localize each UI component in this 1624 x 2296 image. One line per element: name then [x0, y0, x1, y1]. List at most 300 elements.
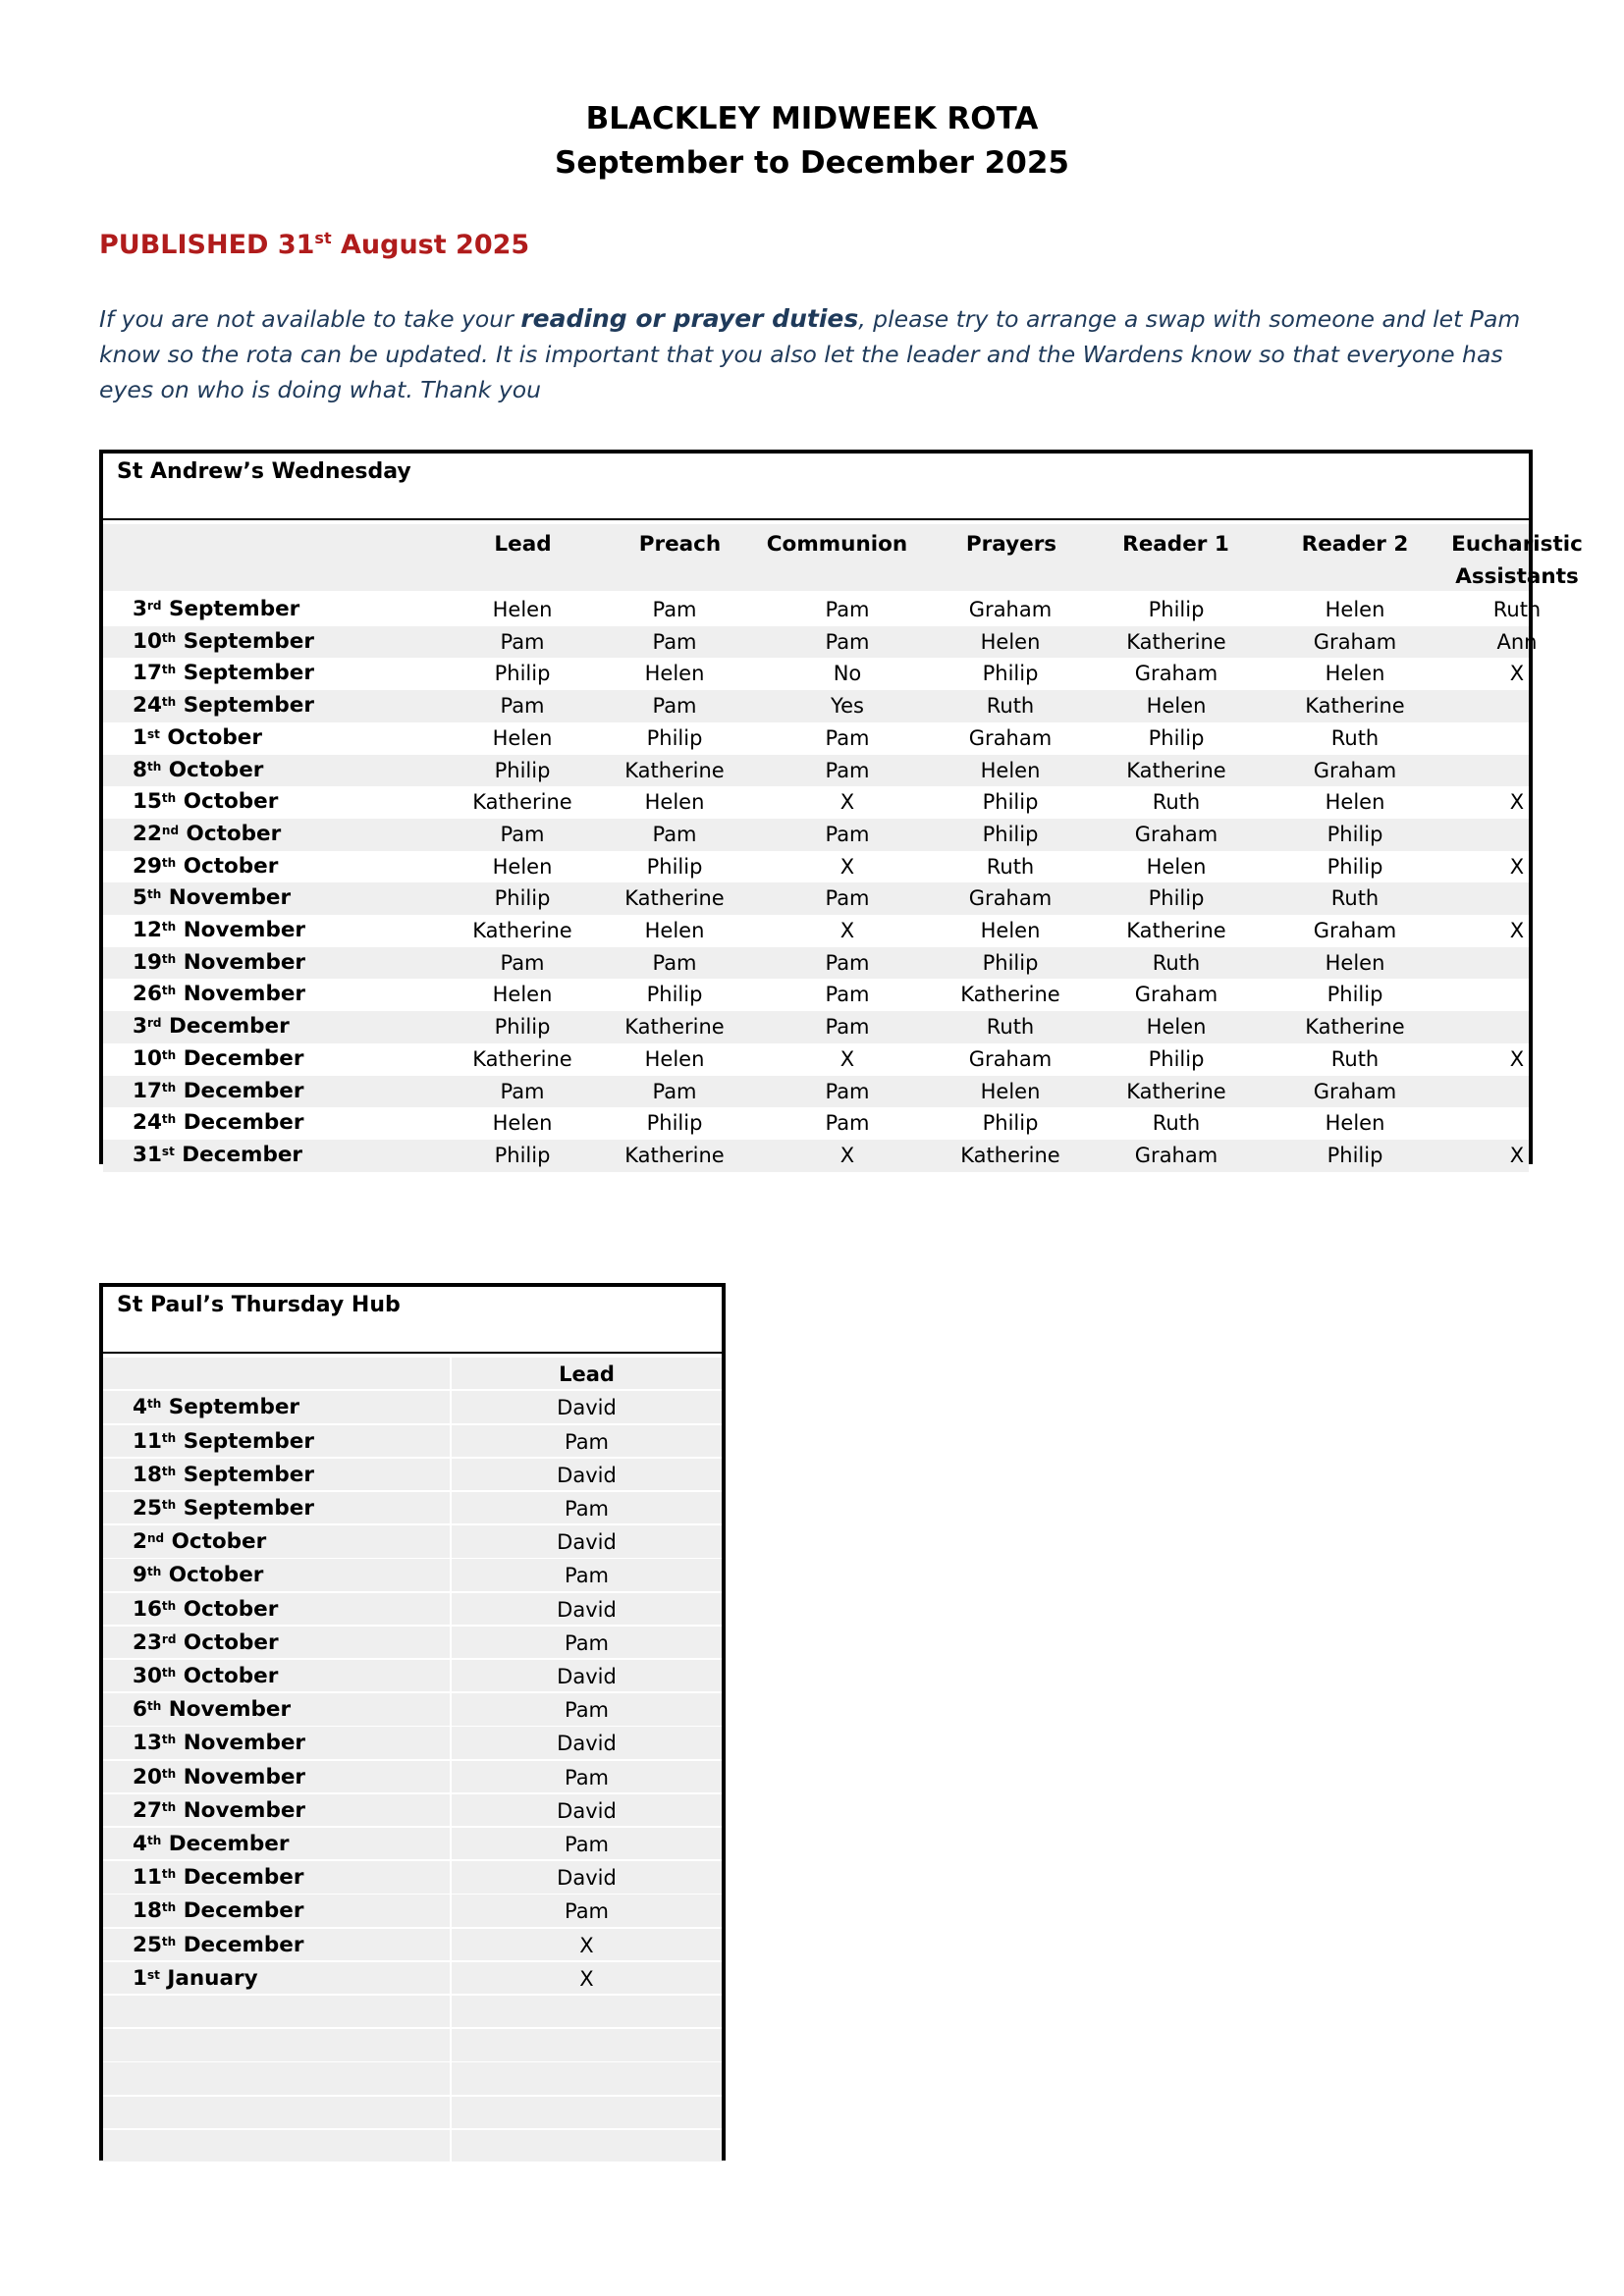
date-day: 3: [133, 1014, 147, 1040]
col-header-lead: Lead: [559, 1362, 615, 1386]
table-row: [103, 2097, 722, 2130]
table-row: [103, 979, 1529, 1011]
table-row: [103, 1693, 722, 1727]
date-month: November: [161, 1697, 292, 1723]
cell-reader-2: Helen: [1325, 662, 1385, 686]
cell-reader-1: Philip: [1148, 1046, 1205, 1071]
cell-reader-2: Katherine: [1305, 1015, 1405, 1040]
date-month: November: [176, 1764, 306, 1789]
date-day: 5: [133, 885, 147, 911]
cell-lead: Philip: [494, 662, 551, 686]
date-day: 2: [133, 1529, 147, 1555]
table-row: [103, 658, 1529, 690]
cell-lead: [452, 2029, 722, 2062]
cell-lead: David: [557, 1732, 617, 1756]
date-day: 4: [133, 1832, 147, 1856]
table-row: [103, 1140, 1529, 1172]
table-row: [103, 1660, 722, 1693]
row-date: [133, 722, 262, 755]
date-ordinal: th: [161, 1934, 177, 1949]
cell-lead: David: [557, 1396, 617, 1420]
date-month: October: [161, 1563, 264, 1588]
published-date: [99, 229, 529, 260]
cell-eucharistic-assistants: [1429, 882, 1605, 915]
date-ordinal: th: [161, 791, 177, 806]
cell-reader-2: Graham: [1313, 1079, 1397, 1103]
date-day: 12: [133, 918, 162, 942]
cell-lead: Pam: [564, 1899, 610, 1924]
cell-lead: Philip: [494, 886, 551, 911]
date-month: October: [176, 789, 279, 815]
col-header-communion: Communion: [766, 532, 908, 557]
row-date: [133, 1660, 278, 1693]
date-month: November: [176, 982, 306, 1007]
date-ordinal: th: [161, 1733, 177, 1747]
table-row: [103, 722, 1529, 755]
date-ordinal: th: [161, 695, 177, 710]
cell-lead: [452, 2062, 722, 2096]
cell-eucharistic-assistants: X: [1509, 854, 1525, 879]
date-month: January: [159, 1965, 258, 1991]
table-row: [103, 851, 1529, 883]
cell-reader-2: Philip: [1326, 983, 1383, 1007]
cell-preach: Pam: [652, 1079, 697, 1103]
notice-text-1: If you are not available to take your: [99, 305, 521, 333]
cell-communion: X: [839, 854, 855, 879]
cell-communion: Pam: [825, 598, 870, 621]
cell-preach: Katherine: [624, 758, 725, 782]
date-month: October: [176, 1629, 279, 1655]
date-day: 22: [133, 821, 162, 846]
cell-lead: Pam: [564, 1833, 610, 1856]
table-row: [103, 1559, 722, 1592]
table-row: [103, 1861, 722, 1895]
cell-lead: Katherine: [472, 790, 572, 815]
table-row: [103, 755, 1529, 787]
date-month: October: [159, 724, 262, 750]
table-row: [103, 1492, 722, 1525]
table-row: [103, 819, 1529, 851]
date-day: 27: [133, 1797, 162, 1823]
cell-reader-1: Graham: [1134, 662, 1218, 686]
col-header-eucharistic-assistants: [1434, 528, 1600, 593]
date-ordinal: nd: [161, 823, 180, 837]
notice-emphasis: reading or prayer duties: [520, 304, 859, 333]
date-ordinal: th: [161, 855, 177, 870]
date-day: 1: [133, 1965, 147, 1991]
cell-prayers: Philip: [982, 662, 1039, 686]
cell-reader-1: Helen: [1146, 854, 1207, 879]
table-row: [103, 1895, 722, 1928]
cell-lead: Pam: [500, 950, 545, 975]
date-month: October: [179, 821, 282, 846]
cell-communion: X: [839, 1046, 855, 1071]
date-day: 4: [133, 1395, 147, 1420]
date-day: 26: [133, 982, 162, 1007]
table-row: [103, 1459, 722, 1492]
cell-reader-1: Ruth: [1152, 950, 1201, 975]
cell-communion: Pam: [825, 1111, 870, 1136]
date-ordinal: nd: [146, 1531, 165, 1546]
date-day: 11: [133, 1428, 162, 1454]
cell-reader-1: Philip: [1148, 886, 1205, 911]
cell-preach: Philip: [646, 725, 703, 750]
table-row: [103, 1076, 1529, 1108]
row-date: [133, 1425, 314, 1459]
cell-communion: Pam: [825, 629, 870, 654]
date-month: December: [176, 1932, 304, 1957]
cell-preach: Philip: [646, 1111, 703, 1136]
row-date: [133, 1828, 289, 1861]
cell-lead: David: [557, 1530, 617, 1555]
wednesday-table-title: St Andrew’s Wednesday: [117, 459, 411, 484]
row-date: [133, 882, 291, 915]
row-date: [133, 1140, 302, 1172]
table-row: [103, 1761, 722, 1794]
date-day: 23: [133, 1629, 162, 1655]
cell-communion: X: [839, 919, 855, 942]
date-day: 10: [133, 1045, 162, 1071]
date-ordinal: th: [161, 1112, 177, 1127]
row-date: [133, 979, 305, 1011]
date-ordinal: st: [146, 726, 160, 741]
date-month: December: [161, 1832, 290, 1856]
table-row: [103, 786, 1529, 819]
date-day: 20: [133, 1764, 162, 1789]
date-day: 6: [133, 1697, 147, 1723]
cell-eucharistic-assistants: [1429, 690, 1605, 722]
row-date: [133, 1525, 266, 1559]
date-ordinal: st: [161, 1144, 175, 1158]
date-month: September: [161, 597, 300, 621]
row-date: [133, 755, 263, 787]
cell-eucharistic-assistants: [1429, 1076, 1605, 1108]
cell-lead: David: [557, 1597, 617, 1622]
date-month: September: [176, 1496, 314, 1521]
table-row: [103, 1962, 722, 1996]
row-date: [133, 1107, 303, 1140]
cell-lead: Pam: [500, 822, 545, 846]
date-day: 30: [133, 1664, 162, 1688]
date-month: October: [164, 1529, 267, 1555]
cell-eucharistic-assistants: Ann: [1496, 629, 1538, 654]
cell-lead: Pam: [564, 1429, 610, 1454]
row-date: [133, 1559, 263, 1592]
col-header-eucharistic-line2: Assistants: [1455, 564, 1579, 589]
date-month: November: [176, 1731, 306, 1756]
cell-lead: [452, 2130, 722, 2163]
cell-lead: Pam: [500, 629, 545, 654]
cell-reader-1: Katherine: [1126, 629, 1226, 654]
date-month: December: [176, 1078, 304, 1103]
row-date: [133, 1011, 290, 1043]
date-month: December: [176, 1110, 304, 1136]
cell-lead: Helen: [492, 983, 553, 1007]
cell-reader-2: Helen: [1325, 790, 1385, 815]
cell-preach: Katherine: [624, 1015, 725, 1040]
date-ordinal: th: [161, 1867, 177, 1882]
cell-preach: Pam: [652, 822, 697, 846]
cell-eucharistic-assistants: [1429, 947, 1605, 980]
date-day: 19: [133, 949, 162, 975]
date-ordinal: st: [146, 1967, 160, 1982]
cell-reader-2: Graham: [1313, 758, 1397, 782]
date-day: 24: [133, 1110, 162, 1136]
table-row: [103, 1627, 722, 1660]
cell-lead: Pam: [564, 1630, 610, 1655]
cell-eucharistic-assistants: [1429, 1107, 1605, 1140]
cell-communion: No: [833, 662, 862, 686]
cell-reader-1: Ruth: [1152, 1111, 1201, 1136]
wednesday-title-divider: [103, 518, 1529, 520]
date-ordinal: th: [146, 1565, 162, 1579]
wednesday-rota-table: [99, 450, 1583, 1167]
date-month: November: [161, 885, 292, 911]
cell-lead: Pam: [564, 1564, 610, 1588]
thursday-title-divider: [103, 1352, 722, 1354]
date-month: September: [161, 1395, 300, 1420]
page-title: BLACKLEY MIDWEEK ROTA: [585, 101, 1039, 136]
cell-lead: Pam: [564, 1497, 610, 1521]
cell-communion: X: [839, 790, 855, 815]
date-day: 29: [133, 853, 162, 879]
cell-reader-1: Helen: [1146, 1015, 1207, 1040]
col-header-preach: Preach: [638, 532, 722, 557]
cell-reader-1: Graham: [1134, 1143, 1218, 1167]
date-ordinal: rd: [161, 1631, 177, 1646]
cell-lead: David: [557, 1463, 617, 1487]
cell-prayers: Philip: [982, 950, 1039, 975]
cell-preach: Pam: [652, 598, 697, 621]
col-header-reader-1: Reader 1: [1122, 532, 1229, 557]
date-month: October: [161, 757, 264, 782]
cell-communion: Pam: [825, 822, 870, 846]
cell-lead: Philip: [494, 1143, 551, 1167]
date-day: 24: [133, 693, 162, 719]
cell-lead: Pam: [564, 1698, 610, 1723]
cell-prayers: Helen: [980, 629, 1041, 654]
cell-prayers: Ruth: [986, 694, 1035, 719]
date-ordinal: th: [161, 1464, 177, 1478]
date-ordinal: th: [161, 630, 177, 645]
cell-communion: Pam: [825, 886, 870, 911]
table-row: [103, 1828, 722, 1861]
row-date: [133, 1962, 258, 1996]
page-subtitle: September to December 2025: [555, 145, 1069, 181]
table-row: [103, 1425, 722, 1459]
row-date: [133, 1727, 305, 1760]
cell-preach: Helen: [644, 662, 705, 686]
cell-eucharistic-assistants: X: [1509, 1143, 1525, 1167]
date-day: 11: [133, 1865, 162, 1891]
cell-lead: Katherine: [472, 1046, 572, 1071]
date-ordinal: th: [161, 663, 177, 677]
date-ordinal: th: [161, 1766, 177, 1781]
cell-reader-1: Helen: [1146, 694, 1207, 719]
cell-communion: Yes: [831, 694, 864, 719]
cell-prayers: Helen: [980, 1079, 1041, 1103]
cell-preach: Helen: [644, 790, 705, 815]
cell-prayers: Katherine: [960, 1143, 1060, 1167]
cell-lead: David: [557, 1665, 617, 1688]
cell-lead: David: [557, 1866, 617, 1891]
date-month: October: [176, 1596, 279, 1622]
date-day: 8: [133, 757, 147, 782]
cell-communion: Pam: [825, 725, 870, 750]
table-row: [103, 1929, 722, 1962]
date-ordinal: th: [161, 1799, 177, 1814]
row-date: [133, 1861, 303, 1895]
row-date: [133, 594, 299, 626]
date-month: October: [176, 853, 279, 879]
date-ordinal: th: [161, 1047, 177, 1062]
table-row: [103, 594, 1542, 626]
row-date: [133, 947, 305, 980]
wednesday-column-headers: [103, 524, 1583, 591]
row-date: [133, 1459, 314, 1492]
table-row: [103, 1391, 722, 1424]
cell-lead: Helen: [492, 725, 553, 750]
cell-preach: Helen: [644, 1046, 705, 1071]
date-month: November: [176, 949, 306, 975]
cell-reader-1: Katherine: [1126, 758, 1226, 782]
cell-preach: Katherine: [624, 886, 725, 911]
date-month: September: [176, 1462, 314, 1487]
cell-reader-2: Graham: [1313, 629, 1397, 654]
row-date: [133, 1043, 303, 1076]
cell-eucharistic-assistants: X: [1509, 1046, 1525, 1071]
date-day: 31: [133, 1142, 162, 1167]
date-month: September: [176, 693, 314, 719]
cell-reader-1: Graham: [1134, 822, 1218, 846]
date-month: December: [161, 1014, 290, 1040]
cell-prayers: Philip: [982, 822, 1039, 846]
cell-lead: X: [579, 1966, 594, 1991]
row-date: [133, 1492, 314, 1525]
col-header-reader-2: Reader 2: [1301, 532, 1409, 557]
cell-lead: Philip: [494, 758, 551, 782]
published-suffix: August 2025: [331, 230, 530, 260]
date-ordinal: th: [146, 1699, 162, 1714]
row-date: [133, 851, 278, 883]
date-ordinal: th: [146, 1397, 162, 1412]
date-ordinal: th: [161, 1666, 177, 1680]
thursday-rota-table: [99, 1283, 726, 2161]
date-ordinal: th: [161, 951, 177, 966]
table-row: [103, 1593, 722, 1627]
cell-prayers: Philip: [982, 790, 1039, 815]
cell-lead: David: [557, 1798, 617, 1823]
cell-preach: Pam: [652, 950, 697, 975]
cell-prayers: Graham: [968, 886, 1053, 911]
row-date: [133, 1076, 303, 1108]
cell-communion: Pam: [825, 1015, 870, 1040]
date-day: 9: [133, 1563, 147, 1588]
cell-lead: X: [579, 1933, 594, 1957]
date-ordinal: th: [146, 759, 162, 774]
table-row: [103, 626, 1538, 659]
cell-preach: Philip: [646, 854, 703, 879]
table-row: [103, 1996, 722, 2029]
cell-lead: Helen: [492, 854, 553, 879]
cell-prayers: Ruth: [986, 854, 1035, 879]
cell-communion: X: [839, 1143, 855, 1167]
table-row: [103, 1043, 1529, 1076]
cell-eucharistic-assistants: [1429, 979, 1605, 1011]
cell-communion: Pam: [825, 983, 870, 1007]
date-day: 1: [133, 724, 147, 750]
published-prefix: PUBLISHED 31: [99, 230, 315, 260]
cell-eucharistic-assistants: X: [1509, 662, 1525, 686]
cell-reader-1: Graham: [1134, 983, 1218, 1007]
cell-lead: Helen: [492, 598, 553, 621]
row-date: [133, 1929, 303, 1962]
date-month: September: [176, 628, 314, 654]
cell-reader-1: Philip: [1148, 725, 1205, 750]
cell-lead: Pam: [500, 1079, 545, 1103]
date-day: 17: [133, 661, 162, 686]
cell-prayers: Helen: [980, 758, 1041, 782]
table-row: [103, 1107, 1529, 1140]
cell-eucharistic-assistants: [1429, 755, 1605, 787]
date-month: December: [176, 1898, 304, 1924]
cell-preach: Helen: [644, 919, 705, 942]
cell-communion: Pam: [825, 758, 870, 782]
cell-prayers: Helen: [980, 919, 1041, 942]
cell-reader-1: Katherine: [1126, 919, 1226, 942]
cell-reader-2: Ruth: [1330, 725, 1380, 750]
date-ordinal: rd: [146, 599, 162, 613]
date-month: November: [176, 1797, 306, 1823]
date-ordinal: th: [161, 1900, 177, 1915]
thursday-table-title: St Paul’s Thursday Hub: [117, 1293, 401, 1317]
row-date: [133, 1693, 291, 1727]
row-date: [133, 658, 314, 690]
cell-reader-2: Philip: [1326, 822, 1383, 846]
cell-reader-2: Philip: [1326, 1143, 1383, 1167]
cell-prayers: Philip: [982, 1111, 1039, 1136]
cell-prayers: Ruth: [986, 1015, 1035, 1040]
table-row: [103, 947, 1529, 980]
cell-reader-2: Ruth: [1330, 1046, 1380, 1071]
table-row: [103, 1525, 722, 1559]
date-ordinal: rd: [146, 1016, 162, 1031]
cell-eucharistic-assistants: [1429, 819, 1605, 851]
cell-reader-1: Katherine: [1126, 1079, 1226, 1103]
cell-reader-2: Katherine: [1305, 694, 1405, 719]
date-month: November: [176, 918, 306, 942]
date-ordinal: th: [161, 1598, 177, 1613]
cell-preach: Pam: [652, 694, 697, 719]
cell-prayers: Graham: [968, 1046, 1053, 1071]
availability-notice: [99, 301, 1543, 407]
cell-reader-2: Helen: [1325, 598, 1385, 621]
cell-eucharistic-assistants: [1429, 1011, 1605, 1043]
col-header-eucharistic-line1: Eucharistic: [1451, 532, 1583, 557]
row-date: [133, 786, 278, 819]
cell-preach: Pam: [652, 629, 697, 654]
cell-lead: Pam: [500, 694, 545, 719]
date-day: 13: [133, 1731, 162, 1756]
cell-eucharistic-assistants: X: [1509, 790, 1525, 815]
cell-reader-2: Helen: [1325, 1111, 1385, 1136]
cell-preach: Philip: [646, 983, 703, 1007]
cell-reader-1: Ruth: [1152, 790, 1201, 815]
date-month: December: [176, 1045, 304, 1071]
date-month: December: [174, 1142, 303, 1167]
thursday-header-row: [103, 1358, 722, 1391]
cell-reader-2: Graham: [1313, 919, 1397, 942]
